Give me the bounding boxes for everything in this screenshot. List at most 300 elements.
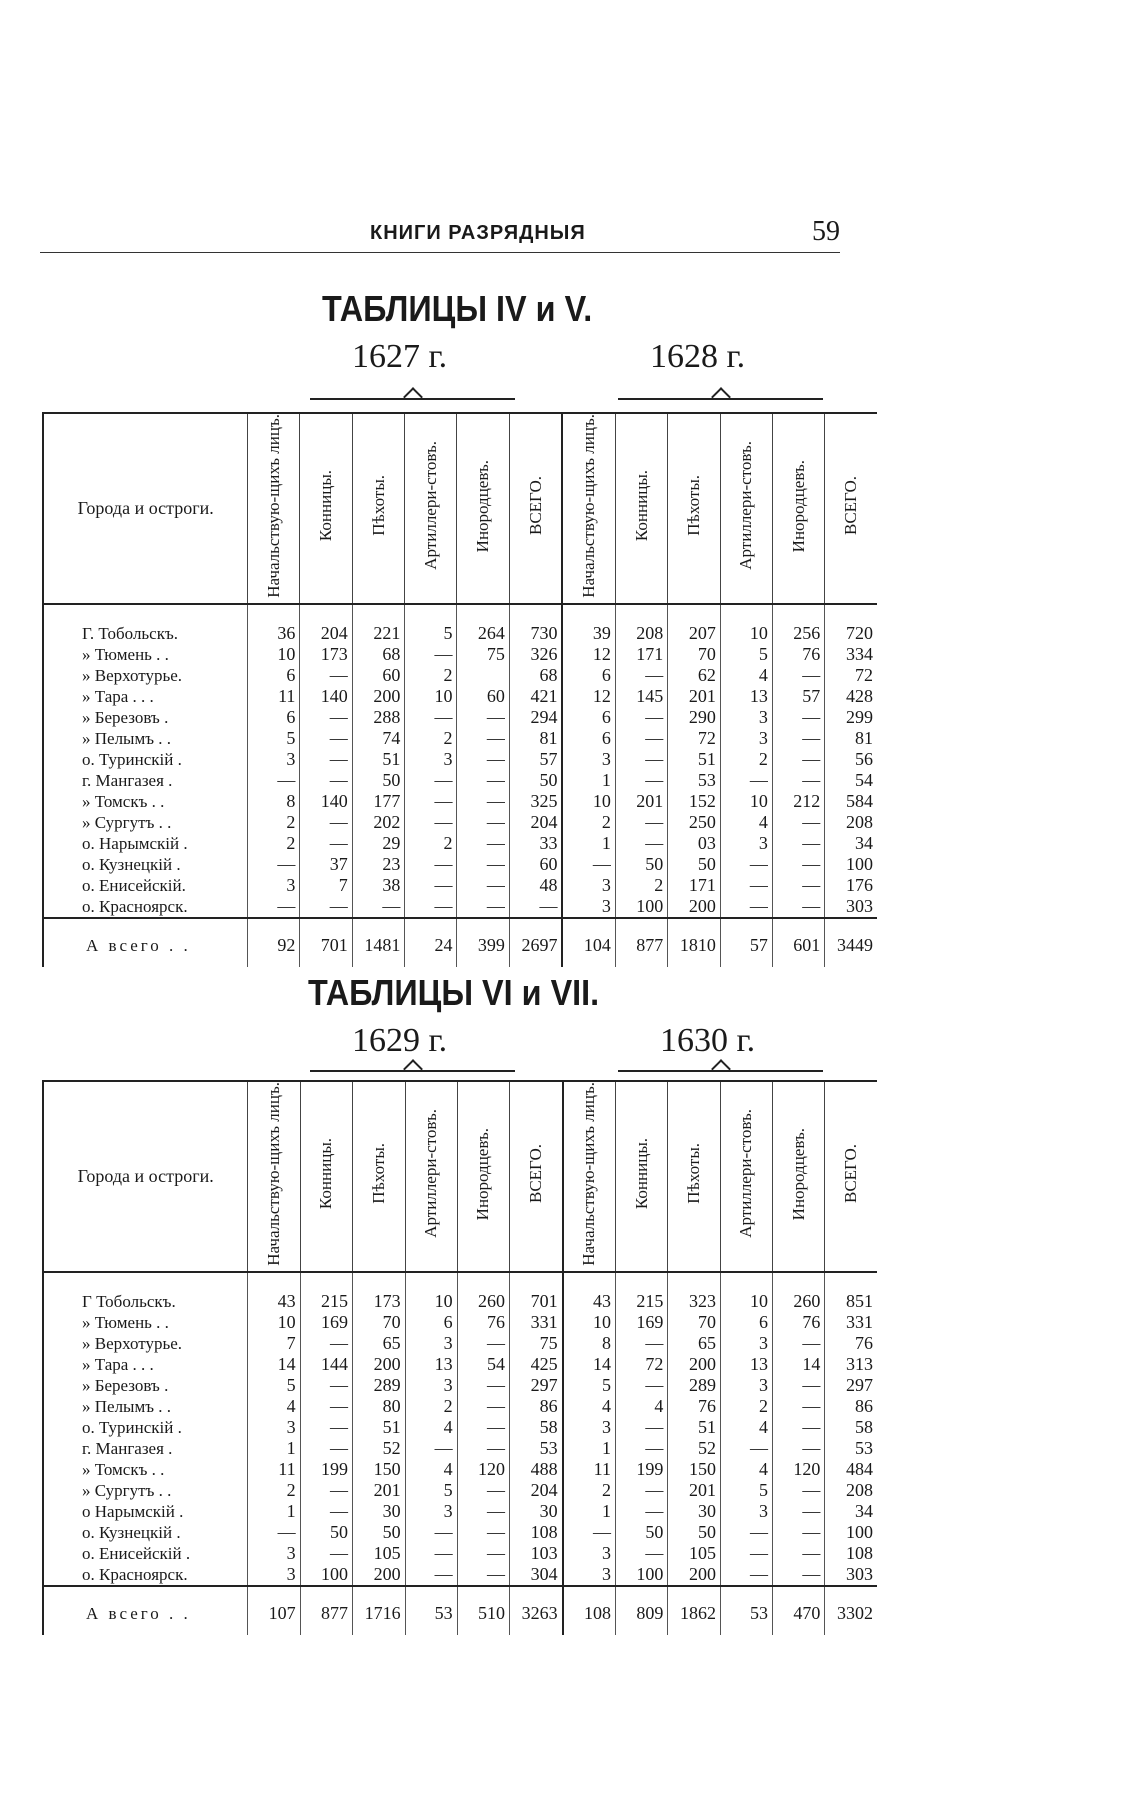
column-header-label: Артиллери-стовъ. xyxy=(420,441,440,571)
table-cell: 13 xyxy=(405,1354,457,1375)
table-cell: — xyxy=(773,1543,825,1564)
column-header xyxy=(509,413,562,604)
table-cell: 140 xyxy=(300,686,352,707)
column-header xyxy=(720,1081,772,1272)
table-cell: 72 xyxy=(668,728,721,749)
table-cell: — xyxy=(615,1543,667,1564)
table-cell: 33 xyxy=(509,833,562,854)
table-cell: 56 xyxy=(825,749,877,770)
city-name: » Верхотурье. xyxy=(43,1333,248,1354)
table-row xyxy=(43,1522,877,1543)
city-name: » Березовъ . xyxy=(43,1375,248,1396)
table-cell: 12 xyxy=(562,686,615,707)
table-cell: 1 xyxy=(563,1501,616,1522)
table-cell: 200 xyxy=(352,1354,405,1375)
table-row xyxy=(43,665,877,686)
table-cell: — xyxy=(615,728,667,749)
table-cell: 50 xyxy=(615,1522,667,1543)
table-cell: 76 xyxy=(825,1333,877,1354)
column-header xyxy=(248,1081,300,1272)
table-cell: 334 xyxy=(825,644,877,665)
table-cell: 6 xyxy=(248,707,300,728)
table-cell: — xyxy=(772,728,824,749)
city-name: » Березовъ . xyxy=(43,707,248,728)
table-cell: 76 xyxy=(668,1396,721,1417)
table-cell: — xyxy=(248,1522,300,1543)
column-header-label: Конницы. xyxy=(631,1138,651,1210)
page-number: 59 xyxy=(812,216,840,247)
table-cell: 3 xyxy=(405,1333,457,1354)
table-cell: 299 xyxy=(825,707,877,728)
table-cell: — xyxy=(405,854,457,875)
table-cell: 23 xyxy=(352,854,405,875)
table-cell: 62 xyxy=(668,665,721,686)
table-cell: 4 xyxy=(720,665,772,686)
table-cell: 03 xyxy=(668,833,721,854)
table-cell: — xyxy=(457,875,509,896)
table-cell: 120 xyxy=(457,1459,509,1480)
year-label-left: 1629 г. xyxy=(352,1022,448,1059)
table-cell: — xyxy=(405,1438,457,1459)
table-cell: 72 xyxy=(825,665,877,686)
table-cell: 150 xyxy=(668,1459,721,1480)
total-cell: 24 xyxy=(405,918,457,967)
column-header-label: Начальствую-щихъ лицъ. xyxy=(579,414,599,598)
table-cell: 5 xyxy=(405,1480,457,1501)
table-row xyxy=(43,1272,877,1312)
table-cell: — xyxy=(562,854,615,875)
table-cell: — xyxy=(300,1480,352,1501)
city-name: г. Мангазея . xyxy=(43,770,248,791)
column-header xyxy=(457,1081,509,1272)
table-cell: 51 xyxy=(668,749,721,770)
column-header xyxy=(668,1081,721,1272)
table-cell: 11 xyxy=(248,686,300,707)
table-cell: — xyxy=(405,812,457,833)
city-name: » Сургутъ . . xyxy=(43,1480,248,1501)
table-cell: 58 xyxy=(510,1417,563,1438)
table-cell: 201 xyxy=(668,686,721,707)
column-header-label: Инородцевъ. xyxy=(473,459,493,553)
table-cell: — xyxy=(300,749,352,770)
table-cell: — xyxy=(773,1417,825,1438)
table-row xyxy=(43,749,877,770)
total-cell: 92 xyxy=(248,918,300,967)
table-cell: 50 xyxy=(615,854,667,875)
table-cell: 200 xyxy=(668,896,721,918)
column-header xyxy=(615,1081,667,1272)
table-cell: 171 xyxy=(668,875,721,896)
table-cell: 60 xyxy=(509,854,562,875)
table-cell: 201 xyxy=(668,1480,721,1501)
table-row xyxy=(43,791,877,812)
table-cell: — xyxy=(457,833,509,854)
column-header-label: Пѣхоты. xyxy=(684,475,703,537)
total-cell: 3449 xyxy=(825,918,877,967)
table-cell: — xyxy=(773,1438,825,1459)
total-cell: 510 xyxy=(457,1586,509,1635)
table-cell: 297 xyxy=(825,1375,877,1396)
table-cell: 290 xyxy=(668,707,721,728)
table-cell: 303 xyxy=(825,896,877,918)
table-cell: 425 xyxy=(510,1354,563,1375)
table-cell: 176 xyxy=(825,875,877,896)
table-cell: 50 xyxy=(352,770,405,791)
table-cell: 421 xyxy=(509,686,562,707)
table-cell: 86 xyxy=(825,1396,877,1417)
table-cell xyxy=(457,665,509,686)
table-cell: 4 xyxy=(720,812,772,833)
table-cell: — xyxy=(405,875,457,896)
table-cell: — xyxy=(457,1417,509,1438)
total-cell: 809 xyxy=(615,1586,667,1635)
table-cell: 43 xyxy=(248,1272,300,1312)
table-cell: — xyxy=(300,1501,352,1522)
column-header xyxy=(615,413,667,604)
table-row xyxy=(43,1438,877,1459)
table-cell: 3 xyxy=(248,1543,300,1564)
column-header xyxy=(825,1081,877,1272)
table-cell: 105 xyxy=(668,1543,721,1564)
table-cell: — xyxy=(772,812,824,833)
table-cell: — xyxy=(720,1543,772,1564)
table-cell: — xyxy=(615,665,667,686)
table-cell: — xyxy=(615,1438,667,1459)
table-cell: 169 xyxy=(300,1312,352,1333)
table-cell: 10 xyxy=(405,1272,457,1312)
table-cell: — xyxy=(772,770,824,791)
table-cell: — xyxy=(720,1522,772,1543)
city-name: » Тюмень . . xyxy=(43,1312,248,1333)
table-cell: 72 xyxy=(615,1354,667,1375)
column-header xyxy=(352,413,405,604)
total-cell: 601 xyxy=(772,918,824,967)
table-cell: 171 xyxy=(615,644,667,665)
table-cell: 57 xyxy=(509,749,562,770)
column-header xyxy=(405,413,457,604)
table-cell: 145 xyxy=(615,686,667,707)
column-header-label: Артиллери-стовъ. xyxy=(421,1109,441,1239)
city-name: » Томскъ . . xyxy=(43,1459,248,1480)
table-cell: — xyxy=(720,770,772,791)
table-cell: 3 xyxy=(405,1501,457,1522)
table-cell: — xyxy=(772,875,824,896)
table-cell: 74 xyxy=(352,728,405,749)
table-cell: 76 xyxy=(773,1312,825,1333)
total-cell: 53 xyxy=(405,1586,457,1635)
total-cell: 877 xyxy=(615,918,667,967)
table-cell: 3 xyxy=(563,1543,616,1564)
table-row xyxy=(43,770,877,791)
table-cell: 53 xyxy=(510,1438,563,1459)
table-cell: — xyxy=(773,1522,825,1543)
table-cell: 70 xyxy=(668,644,721,665)
total-cell: 399 xyxy=(457,918,509,967)
table-cell: 325 xyxy=(509,791,562,812)
table-cell: 50 xyxy=(668,1522,721,1543)
table-cell: 204 xyxy=(510,1480,563,1501)
table-cell: — xyxy=(720,1438,772,1459)
table-row xyxy=(43,1543,877,1564)
table-cell: — xyxy=(405,1564,457,1586)
table-cell: — xyxy=(405,707,457,728)
table-row xyxy=(43,707,877,728)
total-cell: 1716 xyxy=(352,1586,405,1635)
table-cell: 51 xyxy=(352,1417,405,1438)
table-cell: 30 xyxy=(668,1501,721,1522)
table-cell: — xyxy=(773,1480,825,1501)
table-cell: 3 xyxy=(405,1375,457,1396)
table-cell: 10 xyxy=(248,1312,300,1333)
column-header-label: Пѣхоты. xyxy=(684,1143,704,1205)
table-row xyxy=(43,1396,877,1417)
table-cell: — xyxy=(615,749,667,770)
city-name: » Томскъ . . xyxy=(43,791,248,812)
total-cell: 107 xyxy=(248,1586,300,1635)
table-row xyxy=(43,1564,877,1586)
table-cell: 207 xyxy=(668,604,721,644)
table-cell: 2 xyxy=(720,1396,772,1417)
column-header-label: ВСЕГО. xyxy=(841,476,861,536)
table-cell: 86 xyxy=(510,1396,563,1417)
table-cell: — xyxy=(405,1543,457,1564)
column-header-label: Инородцевъ. xyxy=(788,1127,808,1221)
city-name: о. Туринскій . xyxy=(43,1417,248,1438)
table-row xyxy=(43,1375,877,1396)
table-cell: 68 xyxy=(352,644,405,665)
column-header-label: ВСЕГО. xyxy=(525,476,545,536)
table-cell: 8 xyxy=(248,791,300,812)
table-cell: 10 xyxy=(405,686,457,707)
table-cell: — xyxy=(457,812,509,833)
table-cell: 34 xyxy=(825,833,877,854)
table-cell: 3 xyxy=(720,833,772,854)
table-cell: 221 xyxy=(352,604,405,644)
table-cell: 303 xyxy=(825,1564,877,1586)
column-header-label: Артиллери-стовъ. xyxy=(736,1109,756,1239)
table-row xyxy=(43,1417,877,1438)
table-cell: 76 xyxy=(772,644,824,665)
table-cell: 51 xyxy=(668,1417,721,1438)
column-header xyxy=(300,413,352,604)
table-title: ТАБЛИЦЫ IV и V. xyxy=(322,288,593,329)
table-cell: 201 xyxy=(615,791,667,812)
table-cell: 150 xyxy=(352,1459,405,1480)
table-cell: 208 xyxy=(615,604,667,644)
table-cell: 215 xyxy=(615,1272,667,1312)
table-cell: 584 xyxy=(825,791,877,812)
table-cell: — xyxy=(457,1375,509,1396)
table-cell: — xyxy=(300,1543,352,1564)
city-name: о. Красноярск. xyxy=(43,896,248,918)
table-cell: 11 xyxy=(563,1459,616,1480)
column-header-label: Пѣхоты. xyxy=(368,475,388,537)
table-cell: 2 xyxy=(248,1480,300,1501)
table-cell: 51 xyxy=(352,749,405,770)
table-cell: — xyxy=(457,749,509,770)
table-row xyxy=(43,812,877,833)
table-cell: 173 xyxy=(300,644,352,665)
table-row xyxy=(43,1333,877,1354)
table-cell: 1 xyxy=(562,770,615,791)
table-cell: 3 xyxy=(405,749,457,770)
table-cell: — xyxy=(300,833,352,854)
total-cell: 1810 xyxy=(668,918,721,967)
table-cell: 5 xyxy=(405,604,457,644)
table-cell: 50 xyxy=(352,1522,405,1543)
table-cell: 200 xyxy=(352,686,405,707)
table-row xyxy=(43,604,877,644)
column-header xyxy=(720,413,772,604)
table-cell: 58 xyxy=(825,1417,877,1438)
city-name: о Нарымскій . xyxy=(43,1501,248,1522)
table-cell: 10 xyxy=(720,1272,772,1312)
table-cell: 294 xyxy=(509,707,562,728)
table-row xyxy=(43,1459,877,1480)
table-cell: 199 xyxy=(615,1459,667,1480)
table-cell: 701 xyxy=(510,1272,563,1312)
table-cell: — xyxy=(772,707,824,728)
table-cell: — xyxy=(615,770,667,791)
column-header-label: Конницы. xyxy=(316,470,336,542)
table-cell: 326 xyxy=(509,644,562,665)
table-cell: — xyxy=(300,1333,352,1354)
table-cell: 76 xyxy=(457,1312,509,1333)
table-cell: 36 xyxy=(248,604,300,644)
table-cell: — xyxy=(457,1480,509,1501)
table-cell: 4 xyxy=(615,1396,667,1417)
table-cell: — xyxy=(457,896,509,918)
table-cell: 3 xyxy=(248,749,300,770)
table-cell: 720 xyxy=(825,604,877,644)
table-cell: — xyxy=(300,1417,352,1438)
table-row xyxy=(43,1354,877,1375)
table-cell: 200 xyxy=(668,1564,721,1586)
table-cell: 5 xyxy=(720,1480,772,1501)
column-header-label: Пѣхоты. xyxy=(368,1143,388,1205)
table-cell: 140 xyxy=(300,791,352,812)
total-cell: 104 xyxy=(562,918,615,967)
table-cell: — xyxy=(772,749,824,770)
table-row xyxy=(43,644,877,665)
table-cell: 52 xyxy=(352,1438,405,1459)
table-cell: 34 xyxy=(825,1501,877,1522)
table-cell: 256 xyxy=(772,604,824,644)
table-cell: 2 xyxy=(563,1480,616,1501)
table-cell: — xyxy=(352,896,405,918)
table-cell: 52 xyxy=(668,1438,721,1459)
table-cell: 3 xyxy=(720,707,772,728)
table-cell: 152 xyxy=(668,791,721,812)
table-cell: — xyxy=(457,1501,509,1522)
table-cell: — xyxy=(300,665,352,686)
total-cell: 1862 xyxy=(668,1586,721,1635)
table-cell: 53 xyxy=(825,1438,877,1459)
table-cell: — xyxy=(772,833,824,854)
total-label: А всего . . xyxy=(43,918,248,967)
table-cell: 488 xyxy=(510,1459,563,1480)
table-cell: 215 xyxy=(300,1272,352,1312)
column-header xyxy=(300,1081,352,1272)
running-header xyxy=(40,216,840,253)
table-cell: 5 xyxy=(248,1375,300,1396)
table-cell: 2 xyxy=(405,1396,457,1417)
table-cell: 2 xyxy=(405,665,457,686)
table-cell: 323 xyxy=(668,1272,721,1312)
table-cell: 4 xyxy=(248,1396,300,1417)
city-name: о. Кузнецкій . xyxy=(43,854,248,875)
city-name: о. Туринскій . xyxy=(43,749,248,770)
table-cell: 5 xyxy=(720,644,772,665)
table-cell: 289 xyxy=(352,1375,405,1396)
table-cell: 4 xyxy=(405,1459,457,1480)
total-label: А всего . . xyxy=(43,1586,248,1635)
table-cell: — xyxy=(300,1396,352,1417)
table-cell: 2 xyxy=(615,875,667,896)
city-column-header: Города и остроги. xyxy=(43,413,248,604)
city-name: о. Красноярск. xyxy=(43,1564,248,1586)
table-cell: — xyxy=(720,854,772,875)
data-table xyxy=(42,412,877,967)
table-cell: 48 xyxy=(509,875,562,896)
table-cell: — xyxy=(615,1333,667,1354)
table-cell: — xyxy=(405,770,457,791)
column-header xyxy=(773,1081,825,1272)
table-cell: — xyxy=(248,896,300,918)
table-cell: 108 xyxy=(825,1543,877,1564)
table-cell: 10 xyxy=(562,791,615,812)
column-header xyxy=(772,413,824,604)
city-name: о. Енисейскій . xyxy=(43,1543,248,1564)
table-cell: — xyxy=(405,896,457,918)
table-cell: 204 xyxy=(509,812,562,833)
table-cell: 331 xyxy=(825,1312,877,1333)
table-cell: 68 xyxy=(509,665,562,686)
table-cell: 428 xyxy=(825,686,877,707)
table-cell: — xyxy=(457,1522,509,1543)
table-cell: 39 xyxy=(562,604,615,644)
column-header-label: ВСЕГО. xyxy=(525,1144,545,1204)
table-cell: — xyxy=(248,854,300,875)
table-cell: — xyxy=(300,896,352,918)
column-header xyxy=(563,1081,616,1272)
table-cell: — xyxy=(300,812,352,833)
table-cell: — xyxy=(457,1438,509,1459)
table-cell: 7 xyxy=(248,1333,300,1354)
running-head-title: КНИГИ РАЗРЯДНЫЯ xyxy=(370,222,586,244)
city-name: Г Тобольскъ. xyxy=(43,1272,248,1312)
table-cell: 105 xyxy=(352,1543,405,1564)
table-cell: 70 xyxy=(668,1312,721,1333)
table-cell: 100 xyxy=(615,896,667,918)
city-name: » Верхотурье. xyxy=(43,665,248,686)
year-label-left: 1627 г. xyxy=(352,338,448,375)
table-cell: 3 xyxy=(720,1375,772,1396)
city-name: о. Кузнецкій . xyxy=(43,1522,248,1543)
column-header xyxy=(562,413,615,604)
table-row xyxy=(43,1312,877,1333)
year-label-right: 1628 г. xyxy=(650,338,746,375)
table-cell: 202 xyxy=(352,812,405,833)
column-header xyxy=(248,413,300,604)
table-cell: — xyxy=(773,1396,825,1417)
table-cell: 100 xyxy=(615,1564,667,1586)
table-cell: — xyxy=(615,1501,667,1522)
table-cell: — xyxy=(720,1564,772,1586)
table-cell: — xyxy=(772,854,824,875)
total-cell: 877 xyxy=(300,1586,352,1635)
table-row xyxy=(43,833,877,854)
